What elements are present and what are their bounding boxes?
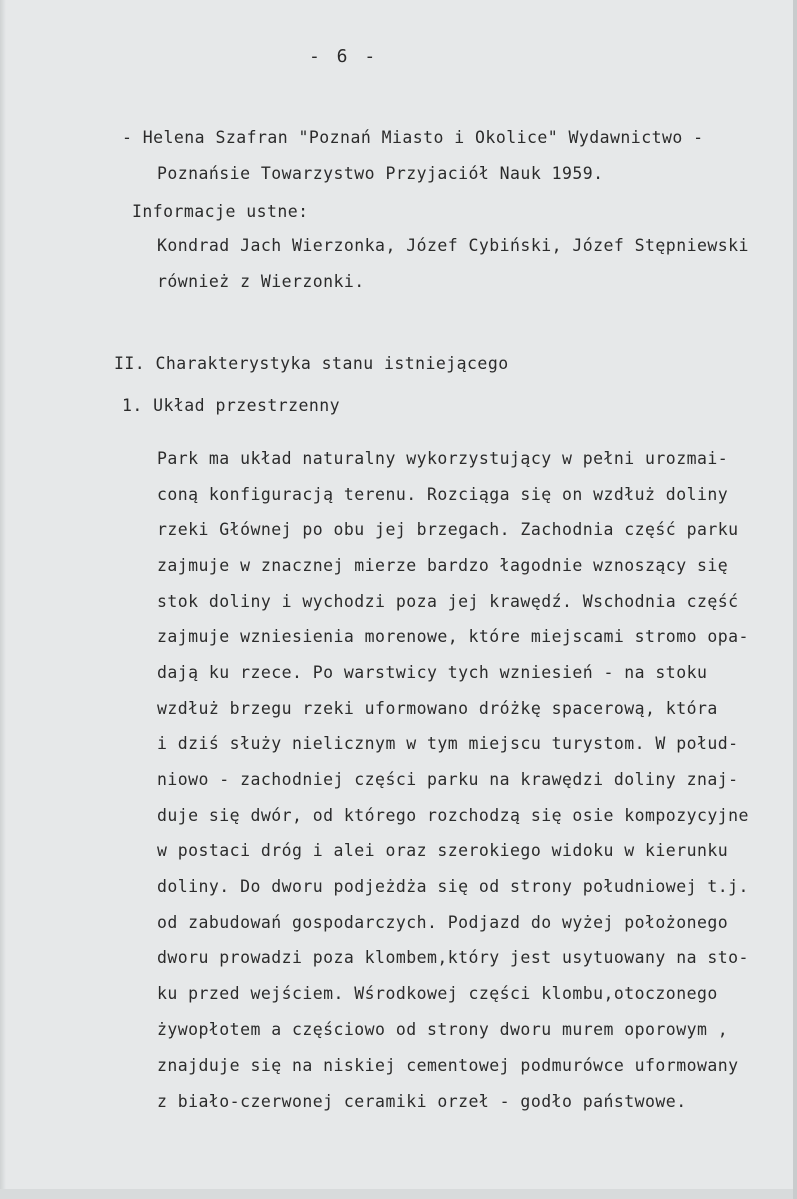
source-line-2: Poznańsie Towarzystwo Przyjaciół Nauk 1959. [157,164,604,183]
section-heading: II. Charakterystyka stanu istniejącego [114,354,509,373]
source-line-1: - Helena Szafran "Poznań Miasto i Okolice" Wydawnictwo - [122,128,704,147]
paragraph-line: i dziś służy nielicznym w tym miejscu turystom. W połud- [157,734,739,753]
paragraph-line: doliny. Do dworu podjeżdża się od strony południowej t.j. [157,877,749,896]
paragraph-line: coną konfiguracją terenu. Rozciąga się on wzdłuż doliny [157,485,729,504]
paragraph-line: ku przed wejściem. Wśrodkowej części klombu,otoczonego [157,984,718,1003]
paragraph-line: duje się dwór, od którego rozchodzą się osie kompozycyjne [157,806,749,825]
paragraph-line: dworu prowadzi poza klombem,który jest usytuowany na sto- [157,948,749,967]
paragraph-line: stok doliny i wychodzi poza jej krawędź. Wschodnia część [157,592,739,611]
paragraph-line: wzdłuż brzegu rzeki uformowano dróżkę spacerową, która [157,699,718,718]
oral-info-names-cont: również z Wierzonki. [157,272,365,291]
paragraph-line: znajduje się na niskiej cementowej podmurówce uformowany [157,1056,739,1075]
subsection-heading: 1. Układ przestrzenny [122,396,341,415]
paragraph-line: Park ma układ naturalny wykorzystujący w pełni urozmai- [157,449,729,468]
paragraph-line: od zabudowań gospodarczych. Podjazd do wyżej położonego [157,913,729,932]
paragraph-line: zajmuje w znacznej mierze bardzo łagodnie wznoszący się [157,556,729,575]
paragraph-line: dają ku rzece. Po warstwicy tych wzniesień - na stoku [157,663,708,682]
oral-info-label: Informacje ustne: [132,202,309,221]
paragraph-line: zajmuje wzniesienia morenowe, które miejscami stromo opa- [157,627,749,646]
page-bottom-edge [0,1189,797,1199]
paragraph-line: niowo - zachodniej części parku na krawędzi doliny znaj- [157,770,739,789]
paragraph-line: żywopłotem a częściowo od strony dworu murem oporowym , [157,1020,729,1039]
paragraph-line: rzeki Głównej po obu jej brzegach. Zachodnia część parku [157,520,739,539]
oral-info-names: Kondrad Jach Wierzonka, Józef Cybiński, Józef Stępniewski [157,236,749,255]
paragraph-line: z biało-czerwonej ceramiki orzeł - godło państwowe. [157,1092,687,1111]
paragraph-line: w postaci dróg i alei oraz szerokiego widoku w kierunku [157,841,729,860]
page-number: - 6 - [309,46,379,67]
